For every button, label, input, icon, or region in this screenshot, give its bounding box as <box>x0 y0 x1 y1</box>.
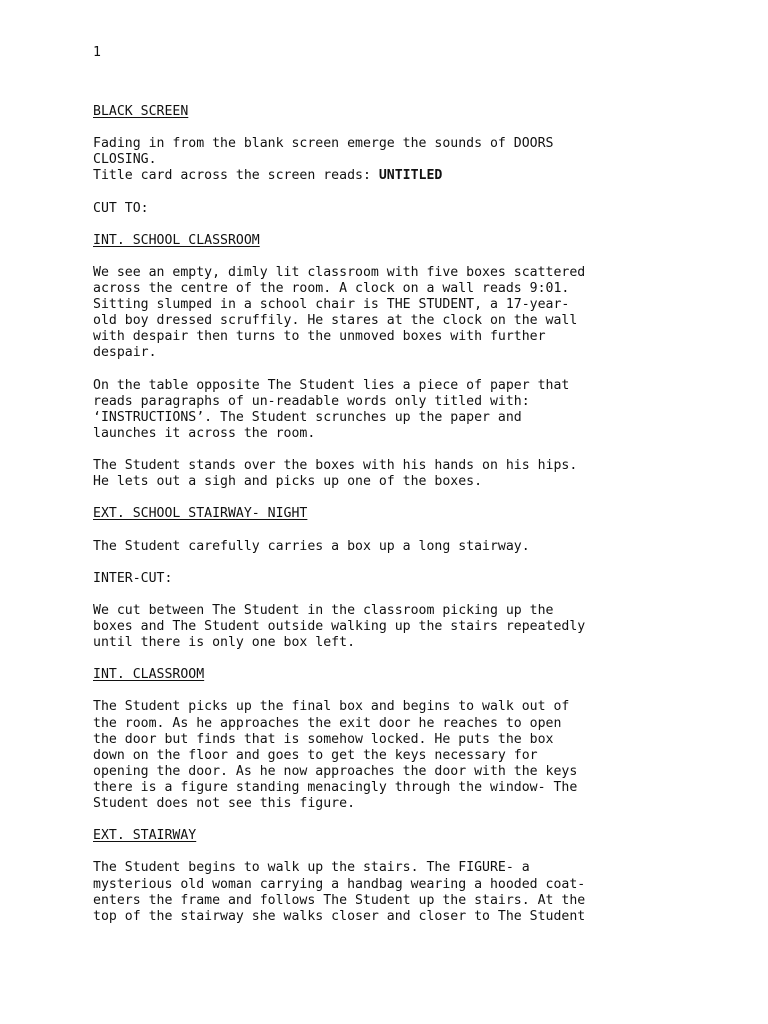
scene-heading-ext-stairway: EXT. STAIRWAY <box>93 828 197 844</box>
scene-heading-int-classroom: INT. CLASSROOM <box>93 667 205 683</box>
scene-heading-stairway-night: EXT. SCHOOL STAIRWAY- NIGHT <box>93 506 308 522</box>
action-classroom-2: On the table opposite The Student lies a piece of paper that reads paragraphs of un-readable words only titled with: ‘INSTRUCTIONS’. The Student scrunches up the paper and launches it across the room. <box>93 377 570 441</box>
action-stairway-night: The Student carefully carries a box up a long stairway. <box>93 538 530 554</box>
action-inter-cut: We cut between The Student in the classroom picking up the boxes and The Student outside walking up the stairs repeatedly until there is only one box left. <box>93 602 586 651</box>
action-opening <box>93 136 693 184</box>
opening-line-2: CLOSING. <box>93 152 157 168</box>
page-number: 1 <box>93 45 101 60</box>
action-ext-stairway: The Student begins to walk up the stairs. The FIGURE- a mysterious old woman carrying a handbag wearing a hooded coat- enters the frame and follows The Student up the stairs. At the top of the stairway she walks closer and closer to The Student <box>93 860 586 924</box>
transition-cut-to: CUT TO: <box>93 200 149 216</box>
action-classroom-1: We see an empty, dimly lit classroom with five boxes scattered across the centre of the room. A clock on a wall reads 9:01. Sitting slumped in a school chair is THE STUDENT, a 17-year- old boy dressed scruffily. He stares at the clock on the wall with despair then turns to the unmoved boxes with further despair. <box>93 264 586 361</box>
scene-heading-black-screen: BLACK SCREEN <box>93 104 189 119</box>
action-classroom-3: The Student stands over the boxes with his hands on his hips. He lets out a sigh and picks up one of the boxes. <box>93 458 578 490</box>
transition-inter-cut: INTER-CUT: <box>93 570 173 586</box>
action-int-classroom: The Student picks up the final box and begins to walk out of the room. As he approaches the exit door he reaches to open the door but finds that is somehow locked. He puts the box down on the floor and goes to get the keys necessary for opening the door. As he now approaches the door with the keys there is a figure standing menacingly through the window- The Student does not see this figure. <box>93 699 578 812</box>
script-body <box>93 104 693 941</box>
title-card-title: UNTITLED <box>378 168 443 184</box>
title-card-prefix: Title card across the screen reads: <box>93 168 379 184</box>
scene-heading-classroom: INT. SCHOOL CLASSROOM <box>93 232 260 248</box>
opening-line-1: Fading in from the blank screen emerge the sounds of DOORS <box>93 136 554 152</box>
